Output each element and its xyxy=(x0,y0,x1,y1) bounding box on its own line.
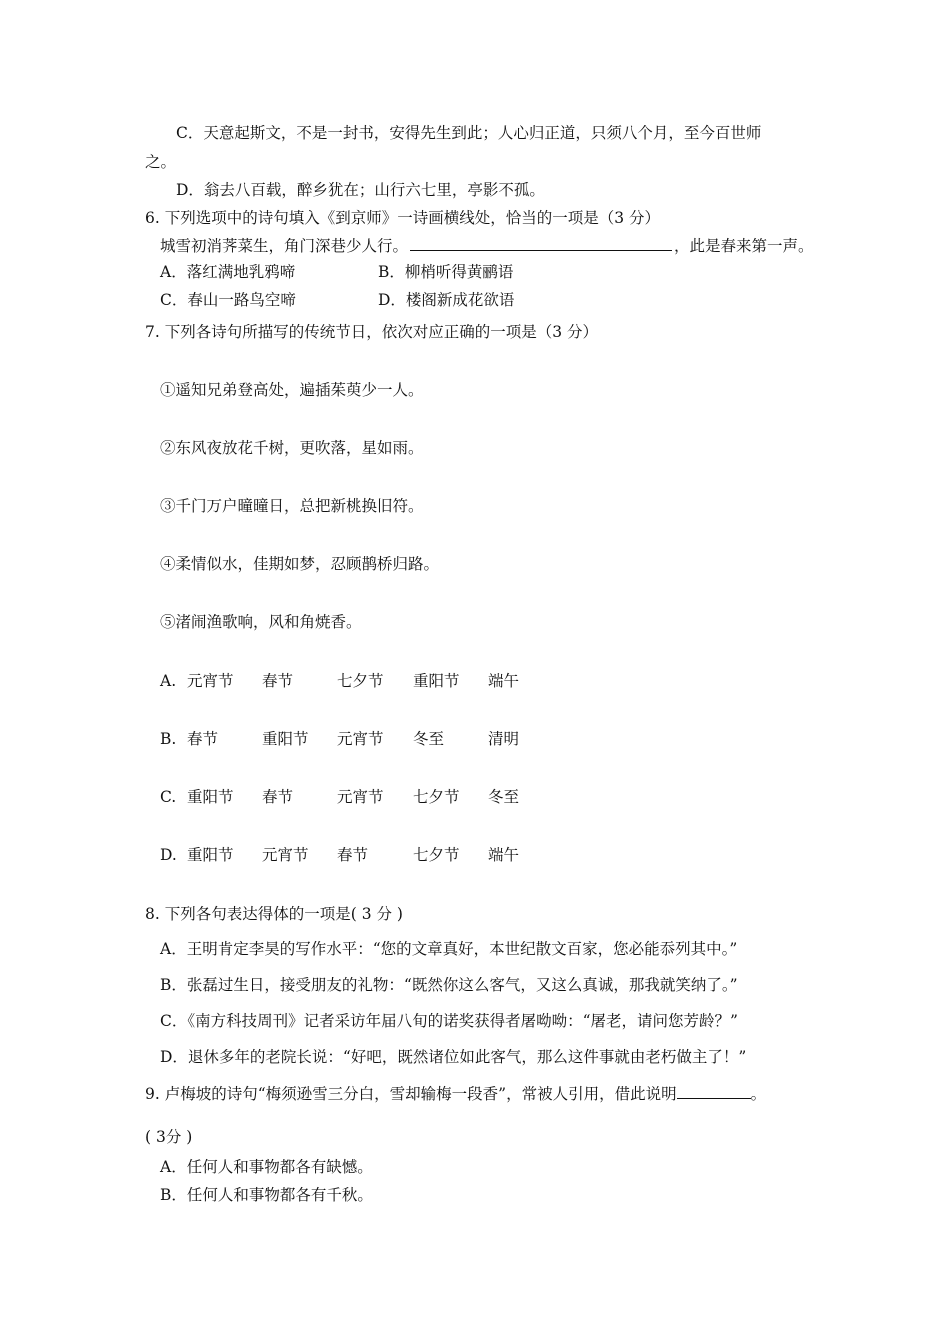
q7-choice-item: 春节 xyxy=(262,788,294,806)
q7-line-4: ④柔情似水，佳期如梦，忍顾鹊桥归路。 xyxy=(160,555,440,573)
q9-stem-text: 9. 卢梅坡的诗句“梅须逊雪三分白，雪却输梅一段香”，常被人引用，借此说明 xyxy=(145,1085,677,1103)
q7-choice-label: D. xyxy=(160,846,177,864)
q9-answer-blank xyxy=(677,1083,751,1099)
q7-choice-item: 春节 xyxy=(187,730,219,748)
q6-option-d: D．楼阁新成花欲语 xyxy=(378,291,515,309)
q9-score: ( 3分 ) xyxy=(145,1128,193,1146)
q7-choice-c xyxy=(160,787,560,809)
q7-choice-item: 清明 xyxy=(488,730,520,748)
q7-choice-a xyxy=(160,671,560,693)
q5-option-c-line1: C．天意起斯文，不是一封书，安得先生到此；人心归正道，只须八个月，至今百世师 xyxy=(176,124,762,142)
q7-choice-label: A. xyxy=(160,672,177,690)
q8-option-a: A．王明肯定李昊的写作水平：“您的文章真好，本世纪散文百家，您必能忝列其中。” xyxy=(160,940,738,958)
q7-line-1: ①遥知兄弟登高处，遍插茱萸少一人。 xyxy=(160,381,424,399)
q6-stem: 6. 下列选项中的诗句填入《到京师》一诗画横线处，恰当的一项是（3 分） xyxy=(145,209,661,227)
q8-option-d: D．退休多年的老院长说：“好吧，既然诸位如此客气，那么这件事就由老朽做主了！” xyxy=(160,1048,747,1066)
q6-poem-after: ，此是春来第一声。 xyxy=(674,237,814,255)
q7-choice-item: 重阳节 xyxy=(187,846,234,864)
q7-choice-item: 冬至 xyxy=(488,788,520,806)
q6-answer-blank xyxy=(410,235,672,251)
q6-poem-before: 城雪初消荠菜生，角门深巷少人行。 xyxy=(160,237,409,255)
q6-option-c: C．春山一路鸟空啼 xyxy=(160,291,296,309)
q7-choice-item: 元宵节 xyxy=(187,672,234,690)
q7-choice-item: 冬至 xyxy=(413,730,445,748)
q9-stem xyxy=(145,1083,766,1104)
q7-choice-item: 元宵节 xyxy=(262,846,309,864)
q7-choice-item: 元宵节 xyxy=(337,730,384,748)
q7-choice-item: 春节 xyxy=(337,846,369,864)
q6-option-a: A．落红满地乳鸦啼 xyxy=(160,263,296,281)
q7-line-2: ②东风夜放花千树，更吹落，星如雨。 xyxy=(160,439,424,457)
q7-choice-item: 重阳节 xyxy=(262,730,309,748)
q7-line-5: ⑤渚闹渔歌响，风和角焼香。 xyxy=(160,613,362,631)
q8-stem: 8. 下列各句表达得体的一项是( 3 分 ) xyxy=(145,905,403,923)
q7-choice-item: 重阳节 xyxy=(187,788,234,806)
q7-choice-item: 元宵节 xyxy=(337,788,384,806)
q7-choice-label: B. xyxy=(160,730,177,748)
q7-choice-item: 端午 xyxy=(488,846,520,864)
q9-option-a: A．任何人和事物都各有缺憾。 xyxy=(160,1158,373,1176)
q5-option-d: D．翁去八百载，醉乡犹在；山行六七里，亭影不孤。 xyxy=(176,181,545,199)
q6-option-b: B．柳梢听得黄鹂语 xyxy=(378,263,514,281)
q7-choice-label: C. xyxy=(160,788,177,806)
q7-choice-item: 春节 xyxy=(262,672,294,690)
q7-stem: 7. 下列各诗句所描写的传统节日，依次对应正确的一项是（3 分） xyxy=(145,323,599,341)
q6-poem xyxy=(160,235,814,256)
q7-choice-item: 七夕节 xyxy=(413,788,460,806)
q7-choice-item: 端午 xyxy=(488,672,520,690)
q8-option-c: C．《南方科技周刊》记者采访年届八旬的诺奖获得者屠呦呦：“屠老，请问您芳龄？” xyxy=(160,1012,738,1030)
q7-line-3: ③千门万户曈曈日，总把新桃换旧符。 xyxy=(160,497,424,515)
q9-stem-end: 。 xyxy=(750,1085,767,1103)
q7-choice-item: 七夕节 xyxy=(337,672,384,690)
q5-option-c-line2: 之。 xyxy=(145,153,177,171)
q8-option-b: B．张磊过生日，接受朋友的礼物：“既然你这么客气，又这么真诚，那我就笑纳了。” xyxy=(160,976,738,994)
q7-choice-item: 七夕节 xyxy=(413,846,460,864)
q7-choice-item: 重阳节 xyxy=(413,672,460,690)
q9-option-b: B．任何人和事物都各有千秋。 xyxy=(160,1186,373,1204)
q7-choice-b xyxy=(160,729,560,751)
q7-choice-d xyxy=(160,845,560,867)
